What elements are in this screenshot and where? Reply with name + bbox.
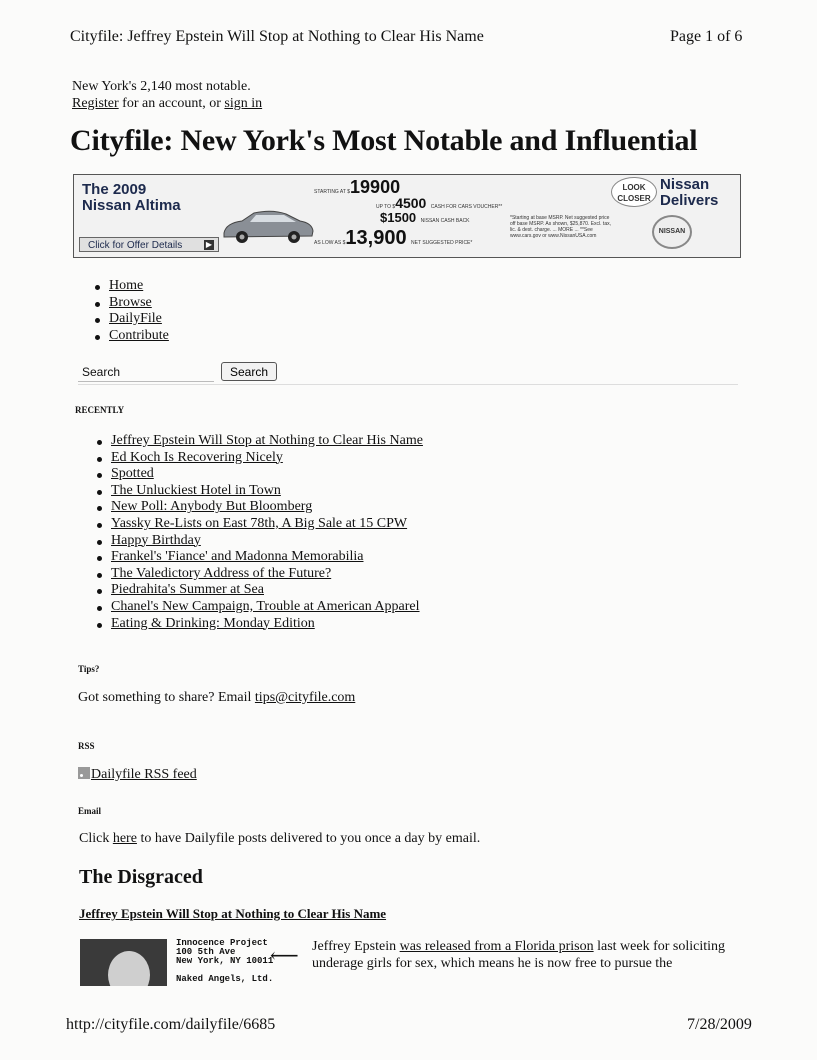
- tagline: New York's 2,140 most notable.: [72, 79, 251, 94]
- arrow-left-icon: ⟵: [270, 945, 299, 967]
- list-item[interactable]: Eating & Drinking: Monday Edition: [94, 616, 423, 633]
- list-item[interactable]: The Valedictory Address of the Future?: [94, 566, 423, 583]
- list-item[interactable]: Piedrahita's Summer at Sea: [94, 582, 423, 599]
- register-text: for an account, or: [118, 96, 225, 111]
- rss-icon: [78, 767, 90, 779]
- recently-heading: RECENTLY: [75, 405, 125, 415]
- list-item[interactable]: Frankel's 'Fiance' and Madonna Memorabilia: [94, 549, 423, 566]
- ad-cash-back: $1500 NISSAN CASH BACK: [380, 210, 470, 225]
- email-text: Click here to have Dailyfile posts delivered to you once a day by email.: [79, 831, 481, 846]
- search-divider: [78, 384, 738, 385]
- rss-feed-link[interactable]: Dailyfile RSS feed: [78, 767, 197, 783]
- tips-heading: Tips?: [78, 664, 100, 674]
- register-link[interactable]: Register: [72, 96, 119, 111]
- list-item[interactable]: Jeffrey Epstein Will Stop at Nothing to Clear His Name: [94, 433, 423, 450]
- nissan-ad-banner[interactable]: [73, 174, 741, 258]
- print-footer-url: http://cityfile.com/dailyfile/6685: [66, 1016, 276, 1033]
- list-item[interactable]: The Unluckiest Hotel in Town: [94, 483, 423, 500]
- nissan-logo: NISSAN: [652, 215, 692, 249]
- article-inline-link[interactable]: was released from a Florida prison: [399, 939, 594, 954]
- nav-item-dailyfile[interactable]: DailyFile: [92, 311, 169, 328]
- email-here-link[interactable]: here: [112, 831, 137, 846]
- print-footer-date: 7/28/2009: [687, 1016, 752, 1033]
- site-title: Cityfile: New York's Most Notable and Influential: [70, 124, 698, 157]
- tips-email-link[interactable]: tips@cityfile.com: [254, 690, 356, 705]
- section-title: The Disgraced: [79, 866, 203, 888]
- search-input[interactable]: [78, 362, 214, 382]
- ad-brand-slogan: Nissan Delivers: [660, 176, 719, 209]
- site-tagline-block: [72, 78, 262, 112]
- ad-model: Nissan Altima: [82, 197, 181, 214]
- recently-list: [94, 433, 423, 632]
- print-page-number: Page 1 of 6: [670, 28, 743, 45]
- ad-price-low: AS LOW AS $13,900 NET SUGGESTED PRICE*: [314, 227, 473, 249]
- nav-item-home[interactable]: Home: [92, 278, 169, 295]
- list-item[interactable]: New Poll: Anybody But Bloomberg: [94, 499, 423, 516]
- rss-heading: RSS: [78, 741, 95, 751]
- ad-year: The 2009: [82, 181, 147, 198]
- ad-fine-print: *Starting at base MSRP. Net suggested price off base MSRP. As shown, $25,870. Excl. tax, lic. & dest. charge. ... MORE ... **See www.cars.gov or www.NissanUSA.com: [510, 215, 611, 239]
- list-item[interactable]: Happy Birthday: [94, 533, 423, 550]
- nav-item-contribute[interactable]: Contribute: [92, 328, 169, 345]
- look-closer-badge: LOOK CLOSER: [611, 177, 657, 207]
- list-item[interactable]: Chanel's New Campaign, Trouble at American Apparel: [94, 599, 423, 616]
- account-line: [72, 95, 262, 112]
- print-header-title: Cityfile: Jeffrey Epstein Will Stop at Nothing to Clear His Name: [70, 28, 484, 45]
- article-text: Jeffrey Epstein was released from a Florida prison last week for soliciting underage girls for sex, which means he is now free to pursue the: [312, 939, 726, 971]
- tips-text: Got something to share? Email tips@cityfile.com: [78, 690, 356, 705]
- ad-price-start: STARTING AT $19900: [314, 177, 401, 197]
- article-title-link[interactable]: Jeffrey Epstein Will Stop at Nothing to Clear His Name: [79, 906, 387, 921]
- email-heading: Email: [78, 806, 102, 816]
- list-item[interactable]: Yassky Re-Lists on East 78th, A Big Sale at 15 CPW: [94, 516, 423, 533]
- offer-details-button[interactable]: Click for Offer Details ▶: [79, 237, 219, 252]
- nav-item-browse[interactable]: Browse: [92, 295, 169, 312]
- search-button[interactable]: Search: [221, 362, 277, 381]
- article-photo: [80, 939, 167, 986]
- list-item[interactable]: Ed Koch Is Recovering Nicely: [94, 450, 423, 467]
- arrow-right-icon: ▶: [205, 240, 213, 249]
- main-nav: [92, 278, 169, 344]
- car-image: [220, 205, 316, 245]
- sign-in-link[interactable]: sign in: [224, 96, 263, 111]
- list-item[interactable]: Spotted: [94, 466, 423, 483]
- photo-caption: Innocence Project 100 5th Ave New York, NY 10011 Naked Angels, Ltd.: [176, 938, 274, 984]
- ad-cash-cars: UP TO $4500 CASH FOR CARS VOUCHER**: [376, 195, 503, 211]
